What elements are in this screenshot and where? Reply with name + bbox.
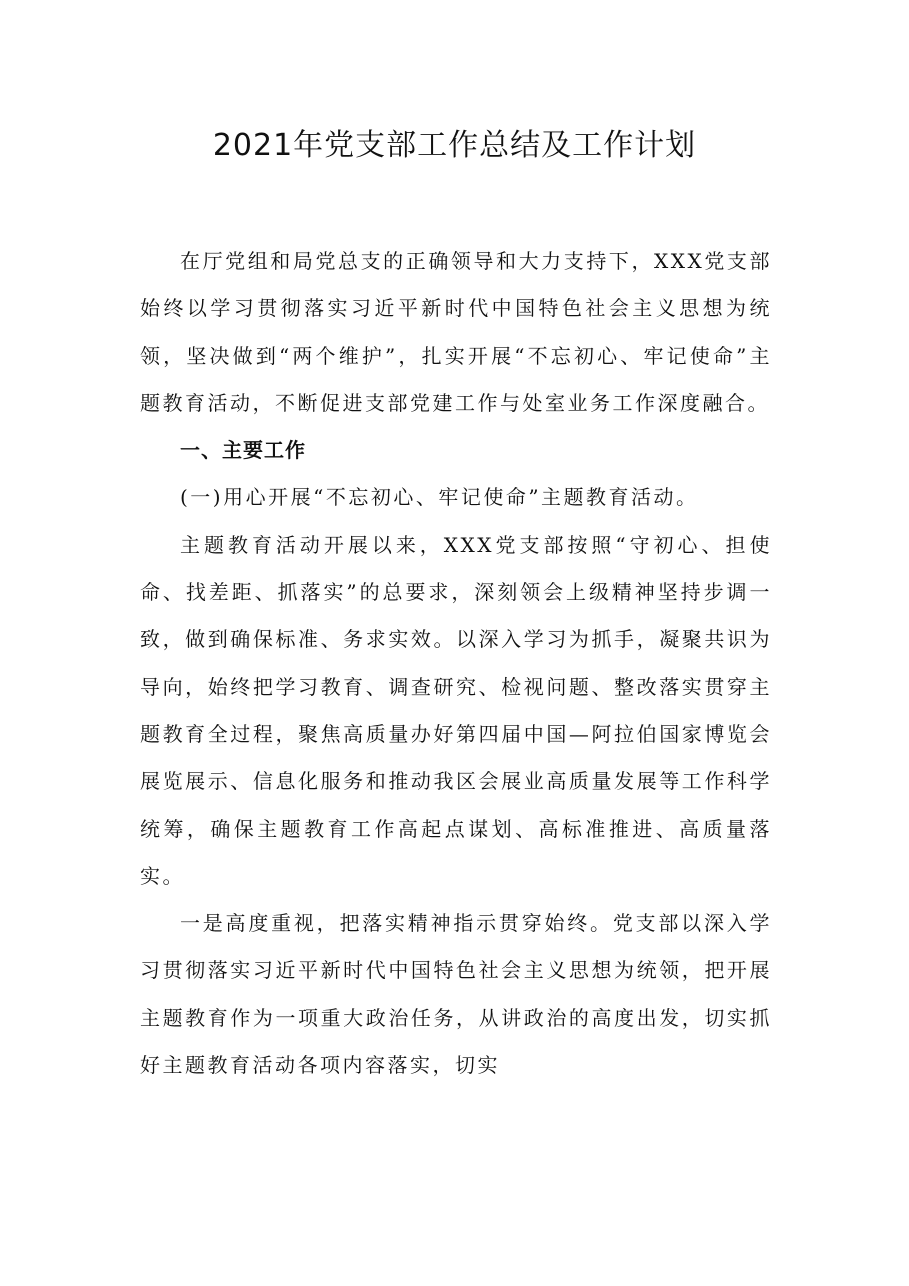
document-body <box>140 238 772 1089</box>
paragraph-intro: 在厅党组和局党总支的正确领导和大力支持下，XXX党支部始终以学习贯彻落实习近平新时代中国特色社会主义思想为统领，坚决做到“两个维护”，扎实开展“不忘初心、牢记使命”主题教育活动，不断促进支部党建工作与处室业务工作深度融合。 <box>140 249 772 415</box>
paragraph-body: 一是高度重视，把落实精神指示贯穿始终。党支部以深入学习贯彻落实习近平新时代中国特色社会主义思想为统领，把开展主题教育作为一项重大政治任务，从讲政治的高度出发，切实抓好主题教育活动各项内容落实，切实 <box>140 911 772 1078</box>
page-title: 2021年党支部工作总结及工作计划 <box>212 128 697 163</box>
subsection-heading: (一)用心开展“不忘初心、牢记使命”主题教育活动。 <box>180 485 699 510</box>
paragraph-body: 主题教育活动开展以来，XXX党支部按照“守初心、担使命、找差距、抓落实”的总要求，深刻领会上级精神坚持步调一致，做到确保标准、务求实效。以深入学习为抓手，凝聚共识为导向，始终把学习教育、调查研究、检视问题、整改落实贯穿主题教育全过程，聚焦高质量办好第四届中国—阿拉伯国家博览会展览展示、信息化服务和推动我区会展业高质量发展等工作科学统筹，确保主题教育工作高起点谋划、高标准推进、高质量落实。 <box>140 532 772 888</box>
section-heading: 一、主要工作 <box>180 438 306 463</box>
